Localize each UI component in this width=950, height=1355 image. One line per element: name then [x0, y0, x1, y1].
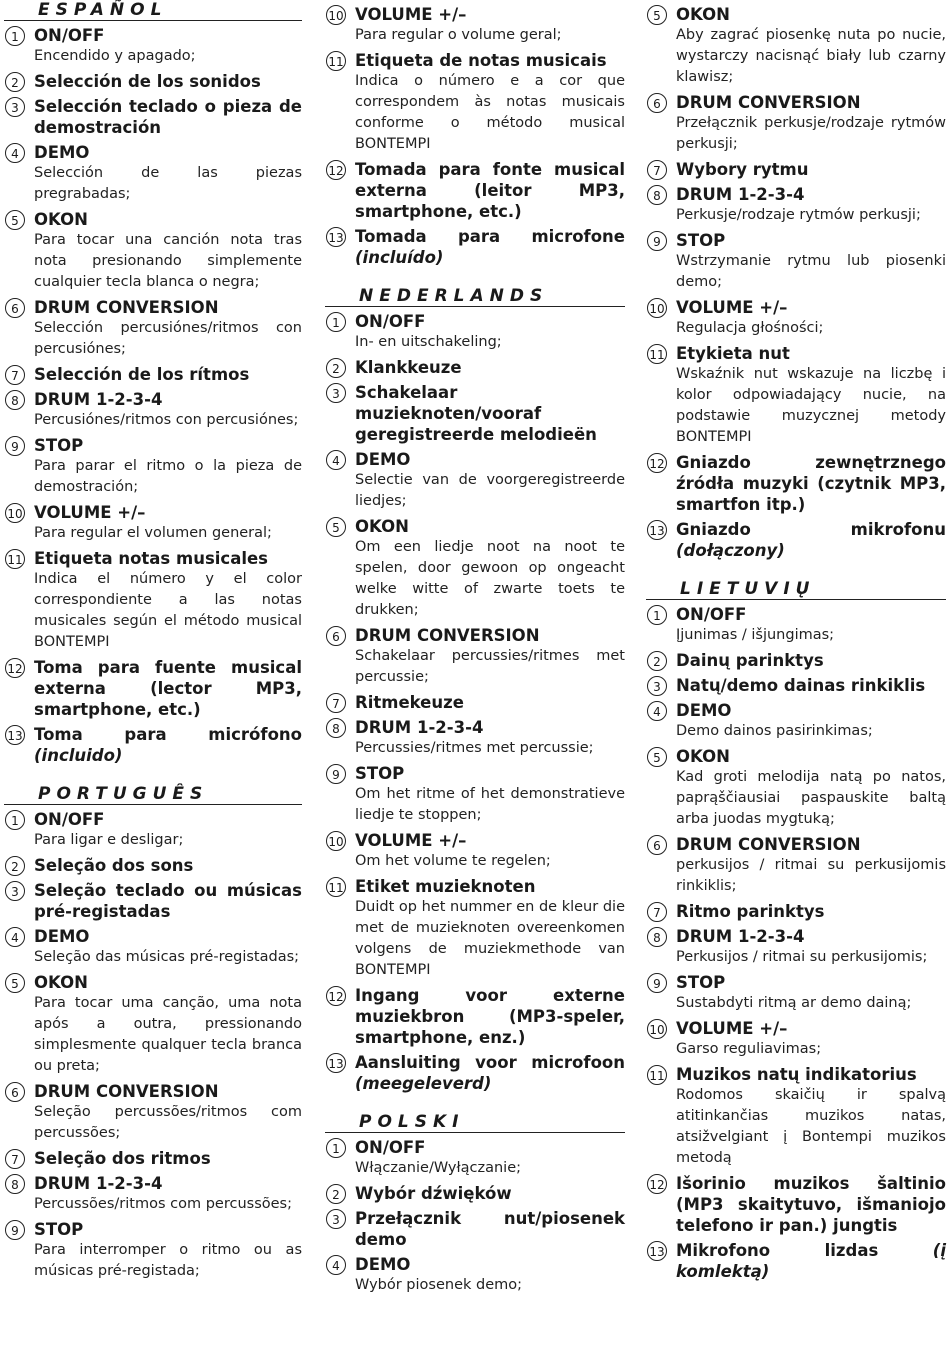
- item-title: DEMO: [34, 143, 90, 162]
- item-title: VOLUME +/–: [676, 298, 788, 317]
- item-description: Wstrzymanie rytmu lub piosenki demo;: [676, 253, 946, 290]
- item-title: Schakelaar muzieknoten/vooraf geregistreerde melodieën: [355, 383, 597, 444]
- list-item: [646, 604, 946, 646]
- item-title: Aansluiting voor microfoon (meegeleverd): [355, 1053, 625, 1093]
- list-item: [4, 972, 302, 1077]
- list-item: [646, 1018, 946, 1060]
- item-description: Schakelaar percussies/ritmes met percussie;: [355, 648, 625, 685]
- list-item: [4, 96, 302, 138]
- item-title-note: (į komlektą): [676, 1241, 946, 1281]
- item-title: ON/OFF: [34, 810, 105, 829]
- list-item: [646, 1240, 946, 1282]
- section-heading: POLSKI: [325, 1112, 625, 1133]
- item-title: Selección de los sonidos: [34, 72, 261, 91]
- item-description: Wybór piosenek demo;: [355, 1277, 523, 1293]
- item-title: STOP: [676, 973, 726, 992]
- item-title: DRUM CONVERSION: [34, 298, 219, 317]
- item-description: Selección percusiónes/ritmos con percusiónes;: [34, 320, 302, 357]
- list-item: [646, 343, 946, 448]
- list-item: [646, 230, 946, 293]
- item-number: 8: [5, 390, 25, 410]
- item-title: Natų/demo dainas rinkiklis: [676, 676, 926, 695]
- item-description: Aby zagrać piosenkę nuta po nucie, wystarczy nacisnąć biały lub czarny klawisz;: [676, 27, 946, 85]
- item-number: 11: [647, 344, 667, 364]
- item-number: 5: [647, 5, 667, 25]
- item-title: DRUM 1-2-3-4: [676, 927, 805, 946]
- item-title: Etiket muzieknoten: [355, 877, 536, 896]
- list-item: [4, 548, 302, 653]
- item-number: 9: [647, 231, 667, 251]
- item-number: 10: [647, 1019, 667, 1039]
- item-number: 4: [647, 701, 667, 721]
- item-number: 2: [5, 72, 25, 92]
- section-heading: ESPAÑOL: [4, 0, 302, 21]
- item-number: 13: [326, 1053, 346, 1073]
- item-number: 12: [647, 453, 667, 473]
- item-title: Seleção dos sons: [34, 856, 194, 875]
- item-title: DRUM 1-2-3-4: [34, 390, 163, 409]
- item-description: Percussies/ritmes met percussie;: [355, 740, 594, 756]
- language-section: [4, 0, 302, 766]
- list-item: [646, 1064, 946, 1169]
- item-description: Regulacja głośności;: [676, 320, 824, 336]
- item-title: Seleção teclado ou músicas pré-registadas: [34, 881, 302, 921]
- item-title: ON/OFF: [355, 1138, 426, 1157]
- item-description: Garso reguliavimas;: [676, 1041, 822, 1057]
- item-number: 12: [647, 1174, 667, 1194]
- item-number: 10: [326, 831, 346, 851]
- item-title: DEMO: [355, 1255, 411, 1274]
- item-title: DRUM 1-2-3-4: [34, 1174, 163, 1193]
- item-number: 6: [326, 626, 346, 646]
- item-number: 7: [647, 902, 667, 922]
- list-item: [646, 297, 946, 339]
- item-title-note: (dołączony): [676, 541, 785, 560]
- list-item: [646, 746, 946, 830]
- list-item: [646, 650, 946, 671]
- item-number: 13: [647, 520, 667, 540]
- item-title: ON/OFF: [355, 312, 426, 331]
- list-item: [4, 1219, 302, 1282]
- item-number: 10: [326, 5, 346, 25]
- list-item: [325, 1183, 625, 1204]
- list-item: [4, 142, 302, 205]
- item-title: Gniazdo mikrofonu (dołączony): [676, 520, 946, 560]
- item-number: 7: [5, 1149, 25, 1169]
- item-number: 2: [647, 651, 667, 671]
- list-item: [646, 675, 946, 696]
- column-right: [646, 0, 946, 1282]
- item-number: 4: [5, 927, 25, 947]
- item-title: DEMO: [355, 450, 411, 469]
- item-description: Demo dainos pasirinkimas;: [676, 723, 873, 739]
- item-title: Ritmo parinktys: [676, 902, 825, 921]
- list-item: [646, 700, 946, 742]
- list-item: [4, 855, 302, 876]
- list-item: [4, 435, 302, 498]
- item-number: 13: [5, 725, 25, 745]
- item-description: Para tocar uma canção, uma nota após a outra, pressionando simplesmente qualquer tecla branca ou preta;: [34, 995, 302, 1074]
- item-title: Selección teclado o pieza de demostración: [34, 97, 302, 137]
- item-title: VOLUME +/–: [355, 831, 467, 850]
- list-item: [4, 880, 302, 922]
- language-section: [646, 4, 946, 561]
- item-title: OKON: [676, 5, 730, 24]
- list-item: [4, 25, 302, 67]
- item-title: Wybory rytmu: [676, 160, 809, 179]
- list-item: [4, 71, 302, 92]
- item-title-note: (incluido): [34, 746, 123, 765]
- item-number: 6: [5, 1082, 25, 1102]
- item-number: 9: [5, 1220, 25, 1240]
- list-item: [4, 1148, 302, 1169]
- item-number: 2: [326, 358, 346, 378]
- item-number: 4: [326, 450, 346, 470]
- item-title: Klankkeuze: [355, 358, 462, 377]
- item-description: Om het ritme of het demonstratieve liedje te stoppen;: [355, 786, 625, 823]
- item-title: Etiqueta de notas musicais: [355, 51, 607, 70]
- item-description: Włączanie/Wyłączanie;: [355, 1160, 521, 1176]
- list-item: [325, 830, 625, 872]
- item-number: 6: [647, 93, 667, 113]
- list-item: [4, 389, 302, 431]
- item-description: Om een liedje noot na noot te spelen, door gewoon op ongeacht welke witte of zwarte toets te drukken;: [355, 539, 625, 618]
- item-title: Išorinio muzikos šaltinio (MP3 skaitytuvo, išmaniojo telefono ir pan.) jungtis: [676, 1174, 946, 1235]
- item-number: 6: [647, 835, 667, 855]
- list-item: [646, 92, 946, 155]
- item-description: Percusiónes/ritmos con percusiónes;: [34, 412, 299, 428]
- item-number: 12: [326, 986, 346, 1006]
- item-number: 5: [326, 517, 346, 537]
- item-number: 11: [326, 877, 346, 897]
- item-number: 13: [326, 227, 346, 247]
- item-title: OKON: [676, 747, 730, 766]
- item-number: 11: [647, 1065, 667, 1085]
- list-item: [4, 1081, 302, 1144]
- list-item: [325, 717, 625, 759]
- list-item: [325, 159, 625, 222]
- list-item: [4, 657, 302, 720]
- list-item: [4, 502, 302, 544]
- item-number: 12: [5, 658, 25, 678]
- item-number: 3: [326, 383, 346, 403]
- item-description: Indica el número y el color correspondiente a las notas musicales según el método musical BONTEMPI: [34, 571, 302, 650]
- item-number: 5: [5, 210, 25, 230]
- item-number: 4: [326, 1255, 346, 1275]
- item-title: Seleção dos ritmos: [34, 1149, 211, 1168]
- section-spacer: [325, 1094, 625, 1112]
- item-number: 13: [647, 1241, 667, 1261]
- item-title: Toma para fuente musical externa (lector MP3, smartphone, etc.): [34, 658, 302, 719]
- item-number: 8: [647, 927, 667, 947]
- item-title: DRUM CONVERSION: [34, 1082, 219, 1101]
- item-title: Wybór dźwięków: [355, 1184, 512, 1203]
- item-number: 10: [647, 298, 667, 318]
- item-description: Para parar el ritmo o la pieza de demostración;: [34, 458, 302, 495]
- item-title: VOLUME +/–: [34, 503, 146, 522]
- list-item: [646, 901, 946, 922]
- list-item: [325, 4, 625, 46]
- item-title: DRUM CONVERSION: [676, 835, 861, 854]
- item-number: 11: [326, 51, 346, 71]
- list-item: [325, 226, 625, 268]
- list-item: [325, 449, 625, 512]
- language-section: [646, 561, 946, 1282]
- item-number: 1: [326, 1138, 346, 1158]
- item-description: Perkusijos / ritmai su perkusijomis;: [676, 949, 928, 965]
- item-number: 6: [5, 298, 25, 318]
- item-title: STOP: [676, 231, 726, 250]
- item-title: DRUM 1-2-3-4: [676, 185, 805, 204]
- list-item: [325, 1052, 625, 1094]
- item-description: Duidt op het nummer en de kleur die met de muzieknoten overeenkomen volgens de muziekmethode van BONTEMPI: [355, 899, 625, 978]
- item-description: Om het volume te regelen;: [355, 853, 551, 869]
- list-item: [4, 724, 302, 766]
- item-number: 3: [5, 881, 25, 901]
- item-description: Selectie van de voorgeregistreerde liedjes;: [355, 472, 625, 509]
- section-spacer: [646, 561, 946, 579]
- item-title: VOLUME +/–: [676, 1019, 788, 1038]
- list-item: [325, 516, 625, 621]
- list-item: [646, 159, 946, 180]
- list-item: [646, 4, 946, 88]
- list-item: [4, 209, 302, 293]
- item-description: Para regular el volumen general;: [34, 525, 272, 541]
- item-number: 8: [5, 1174, 25, 1194]
- list-item: [325, 763, 625, 826]
- item-description: Seleção das músicas pré-registadas;: [34, 949, 300, 965]
- item-number: 7: [326, 693, 346, 713]
- item-number: 8: [647, 185, 667, 205]
- item-title: Dainų parinktys: [676, 651, 824, 670]
- item-description: Kad groti melodija natą po natos, paprąščiausiai paspauskite baltą arba juodas mygtuką;: [676, 769, 946, 827]
- list-item: [646, 184, 946, 226]
- item-number: 8: [326, 718, 346, 738]
- list-item: [325, 985, 625, 1048]
- language-section: [325, 4, 625, 268]
- item-title: OKON: [34, 973, 88, 992]
- item-title: DRUM CONVERSION: [355, 626, 540, 645]
- item-title: OKON: [355, 517, 409, 536]
- list-item: [4, 297, 302, 360]
- list-item: [325, 692, 625, 713]
- item-description: Para regular o volume geral;: [355, 27, 562, 43]
- list-item: [646, 519, 946, 561]
- item-title: DEMO: [676, 701, 732, 720]
- list-item: [325, 382, 625, 445]
- item-number: 2: [326, 1184, 346, 1204]
- item-number: 11: [5, 549, 25, 569]
- item-title: Ingang voor externe muziekbron (MP3-speler, smartphone, enz.): [355, 986, 625, 1047]
- list-item: [646, 926, 946, 968]
- item-description: In- en uitschakeling;: [355, 334, 502, 350]
- item-title: DRUM 1-2-3-4: [355, 718, 484, 737]
- item-number: 7: [5, 365, 25, 385]
- item-number: 10: [5, 503, 25, 523]
- item-number: 9: [647, 973, 667, 993]
- item-description: Percussões/ritmos com percussões;: [34, 1196, 292, 1212]
- item-description: Para tocar una canción nota tras nota presionando simplemente cualquier tecla blanca o negra;: [34, 232, 302, 290]
- item-description: Indica o número e a cor que correspondem às notas musicais conforme o método musical BONTEMPI: [355, 73, 625, 152]
- language-section: [325, 1094, 625, 1296]
- list-item: [325, 50, 625, 155]
- item-title: STOP: [34, 1220, 84, 1239]
- item-number: 3: [5, 97, 25, 117]
- item-title: Mikrofono lizdas (į komlektą): [676, 1241, 946, 1281]
- item-description: Para ligar e desligar;: [34, 832, 184, 848]
- item-description: Įjunimas / išjungimas;: [676, 627, 835, 643]
- item-title: Muzikos natų indikatorius: [676, 1065, 917, 1084]
- item-description: perkusijos / ritmai su perkusijomis rinkiklis;: [676, 857, 946, 894]
- item-description: Rodomos skaičių ir spalvą atitinkančias muzikos natas, atsižvelgiant į Bontempi muzikos metodą: [676, 1087, 946, 1166]
- list-item: [646, 452, 946, 515]
- item-title: Tomada para microfone (incluído): [355, 227, 625, 267]
- item-number: 3: [647, 676, 667, 696]
- item-number: 5: [647, 747, 667, 767]
- item-title-note: (meegeleverd): [355, 1074, 492, 1093]
- list-item: [325, 357, 625, 378]
- item-title: STOP: [34, 436, 84, 455]
- item-title: Toma para micrófono (incluido): [34, 725, 302, 765]
- item-title: OKON: [34, 210, 88, 229]
- list-item: [325, 625, 625, 688]
- item-title: Ritmekeuze: [355, 693, 464, 712]
- item-number: 1: [647, 605, 667, 625]
- item-title: DEMO: [34, 927, 90, 946]
- language-section: [4, 766, 302, 1282]
- item-number: 7: [647, 160, 667, 180]
- section-heading: LIETUVIŲ: [646, 579, 946, 600]
- list-item: [4, 1173, 302, 1215]
- item-description: Przełącznik perkusje/rodzaje rytmów perkusji;: [676, 115, 946, 152]
- item-number: 5: [5, 973, 25, 993]
- item-number: 1: [5, 26, 25, 46]
- item-description: Sustabdyti ritmą ar demo dainą;: [676, 995, 912, 1011]
- item-title: ON/OFF: [676, 605, 747, 624]
- item-title: ON/OFF: [34, 26, 105, 45]
- item-title: Etykieta nut: [676, 344, 790, 363]
- item-number: 9: [5, 436, 25, 456]
- section-heading: PORTUGUÊS: [4, 784, 302, 805]
- item-title: Przełącznik nut/piosenek demo: [355, 1209, 625, 1249]
- list-item: [646, 972, 946, 1014]
- item-title: Selección de los rítmos: [34, 365, 250, 384]
- item-title: Etiqueta notas musicales: [34, 549, 268, 568]
- list-item: [646, 1173, 946, 1236]
- column-middle: [325, 0, 625, 1296]
- column-left: [4, 0, 302, 1282]
- item-title: Gniazdo zewnętrznego źródła muzyki (czytnik MP3, smartfon itp.): [676, 453, 946, 514]
- list-item: [325, 1254, 625, 1296]
- item-description: Encendido y apagado;: [34, 48, 196, 64]
- item-title-note: (incluído): [355, 248, 444, 267]
- item-description: Wskaźnik nut wskazuje na liczbę i kolor odpowiadający nucie, na podstawie muzycznej metody BONTEMPI: [676, 366, 946, 445]
- item-title: DRUM CONVERSION: [676, 93, 861, 112]
- section-spacer: [325, 268, 625, 286]
- list-item: [325, 876, 625, 981]
- section-heading: NEDERLANDS: [325, 286, 625, 307]
- list-item: [325, 1137, 625, 1179]
- item-number: 2: [5, 856, 25, 876]
- item-number: 1: [5, 810, 25, 830]
- item-number: 12: [326, 160, 346, 180]
- item-number: 1: [326, 312, 346, 332]
- item-title: Tomada para fonte musical externa (leitor MP3, smartphone, etc.): [355, 160, 625, 221]
- list-item: [4, 926, 302, 968]
- item-description: Perkusje/rodzaje rytmów perkusji;: [676, 207, 921, 223]
- item-title: VOLUME +/–: [355, 5, 467, 24]
- item-description: Para interromper o ritmo ou as músicas pré-registada;: [34, 1242, 302, 1279]
- item-description: Selección de las piezas pregrabadas;: [34, 165, 302, 202]
- language-section: [325, 268, 625, 1094]
- list-item: [325, 311, 625, 353]
- item-number: 4: [5, 143, 25, 163]
- list-item: [325, 1208, 625, 1250]
- item-number: 3: [326, 1209, 346, 1229]
- list-item: [646, 834, 946, 897]
- list-item: [4, 364, 302, 385]
- item-description: Seleção percussões/ritmos com percussões;: [34, 1104, 302, 1141]
- item-title: STOP: [355, 764, 405, 783]
- item-number: 9: [326, 764, 346, 784]
- section-spacer: [4, 766, 302, 784]
- list-item: [4, 809, 302, 851]
